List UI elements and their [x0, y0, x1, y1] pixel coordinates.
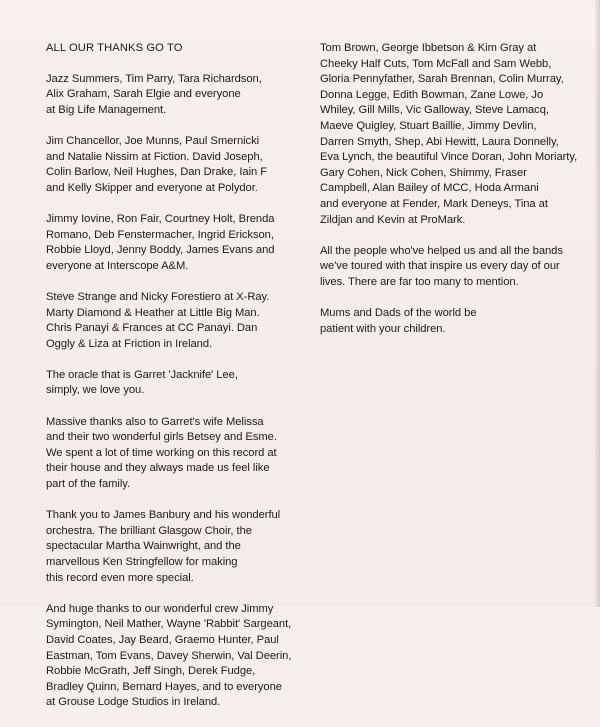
- left-column: [46, 41, 296, 727]
- paragraph-line: Marty Diamond & Heather at Little Big Man.: [46, 306, 260, 319]
- paragraph-line: Symington, Neil Mather, Wayne 'Rabbit' Sargeant,: [46, 618, 292, 631]
- paragraph-line: everyone at Interscope A&M.: [46, 259, 189, 272]
- paragraph-line: Robbie McGrath, Jeff Singh, Derek Fudge,: [46, 665, 256, 678]
- paragraph-line: lives. There are far too many to mention.: [320, 275, 519, 288]
- thanks-paragraph: [46, 415, 296, 493]
- paragraph-line: We spent a lot of time working on this record at: [46, 446, 277, 459]
- paragraph-line: The oracle that is Garret 'Jacknife' Lee,: [46, 368, 238, 381]
- paragraph-line: All the people who've helped us and all the bands: [320, 244, 563, 257]
- paragraph-line: Chris Panayi & Frances at CC Panayi. Dan: [46, 322, 258, 335]
- paragraph-line: spectacular Martha Wainwright, and the: [46, 540, 241, 553]
- thanks-paragraph: [46, 602, 296, 711]
- thanks-paragraph: [46, 212, 296, 274]
- paragraph-line: we've toured with that inspire us every day of our: [320, 260, 560, 273]
- thanks-paragraph: [46, 368, 296, 399]
- thanks-paragraph: [46, 134, 296, 196]
- paragraph-line: Maeve Quigley, Stuart Baillie, Jimmy Devlin,: [320, 119, 537, 132]
- paragraph-line: Donna Legge, Edith Bowman, Zane Lowe, Jo: [320, 88, 544, 101]
- paragraph-line: simply, we love you.: [46, 384, 145, 397]
- paragraph-line: Gary Cohen, Nick Cohen, Shimmy, Fraser: [320, 166, 527, 179]
- paragraph-line: Steve Strange and Nicky Forestiero at X-Ray.: [46, 290, 270, 303]
- paragraph-line: Mums and Dads of the world be: [320, 307, 477, 320]
- paragraph-line: Darren Smyth, Shep, Abi Hewitt, Laura Donnelly,: [320, 135, 559, 148]
- paragraph-line: Jimmy Iovine, Ron Fair, Courtney Holt, Brenda: [46, 212, 275, 225]
- paragraph-line: their house and they always made us feel like: [46, 462, 270, 475]
- paragraph-line: Colin Barlow, Neil Hughes, Dan Drake, Iain F: [46, 166, 268, 179]
- paragraph-line: Cheeky Half Cuts, Tom McFall and Sam Webb,: [320, 57, 552, 70]
- paragraph-line: Gloria Pennyfather, Sarah Brennan, Colin Murray,: [320, 73, 564, 86]
- paragraph-line: Robbie Lloyd, Jenny Boddy, James Evans and: [46, 244, 275, 257]
- paragraph-line: Massive thanks also to Garret's wife Melissa: [46, 415, 264, 428]
- paragraph-line: at Big Life Management.: [46, 103, 167, 116]
- paragraph-line: David Coates, Jay Beard, Graemo Hunter, Paul: [46, 633, 279, 646]
- paragraph-line: Bradley Quinn, Bernard Hayes, and to everyone: [46, 680, 282, 693]
- paragraph-line: Jim Chancellor, Joe Munns, Paul Smernicki: [46, 134, 260, 147]
- paragraph-line: marvellous Ken Stringfellow for making: [46, 556, 238, 568]
- paragraph-line: and everyone at Fender, Mark Deneys, Tina at: [320, 197, 548, 210]
- thanks-paragraph: [46, 290, 296, 352]
- page-heading: ALL OUR THANKS GO TO: [46, 42, 183, 54]
- paragraph-line: Romano, Deb Fenstermacher, Ingrid Erickson,: [46, 228, 274, 241]
- thanks-paragraph: [46, 508, 296, 586]
- paragraph-line: Tom Brown, George Ibbetson & Kim Gray at: [320, 42, 537, 54]
- page-edge-shadow: [594, 0, 600, 607]
- right-paragraphs: [320, 41, 580, 337]
- paragraph-line: Oggly & Liza at Friction in Ireland.: [46, 337, 213, 350]
- paragraph-line: patient with your children.: [320, 322, 446, 335]
- paragraph-line: Campbell, Alan Bailey of MCC, Hoda Armani: [320, 182, 539, 195]
- paragraph-line: and Kelly Skipper and everyone at Polydor.: [46, 181, 258, 194]
- right-column: [320, 41, 580, 353]
- thanks-paragraph: [46, 72, 296, 119]
- paragraph-line: part of the family.: [46, 478, 131, 491]
- thanks-paragraph: [320, 306, 580, 337]
- paragraph-line: Whiley, Gill Mills, Vic Galloway, Steve Lamacq,: [320, 104, 549, 117]
- paragraph-line: Jazz Summers, Tim Parry, Tara Richardson,: [46, 72, 262, 85]
- paragraph-line: at Grouse Lodge Studios in Ireland.: [46, 696, 221, 709]
- thanks-paragraph: [320, 41, 580, 228]
- paragraph-line: Eva Lynch, the beautiful Vince Doran, John Moriarty,: [320, 151, 578, 164]
- paragraph-line: And huge thanks to our wonderful crew Jimmy: [46, 602, 274, 615]
- thanks-paragraph: [320, 244, 580, 291]
- paragraph-line: Thank you to James Banbury and his wonderful: [46, 509, 281, 522]
- paragraph-line: orchestra. The brilliant Glasgow Choir, the: [46, 524, 252, 537]
- paragraph-line: this record even more special.: [46, 571, 194, 584]
- paragraph-line: and their two wonderful girls Betsey and Esme.: [46, 431, 277, 444]
- left-paragraphs: [46, 72, 296, 711]
- paragraph-line: Eastman, Tom Evans, Davey Sherwin, Val Deerin,: [46, 649, 292, 662]
- paragraph-line: and Natalie Nissim at Fiction. David Joseph,: [46, 150, 263, 163]
- paragraph-line: Zildjan and Kevin at ProMark.: [320, 213, 466, 226]
- paragraph-line: Alix Graham, Sarah Elgie and everyone: [46, 88, 241, 101]
